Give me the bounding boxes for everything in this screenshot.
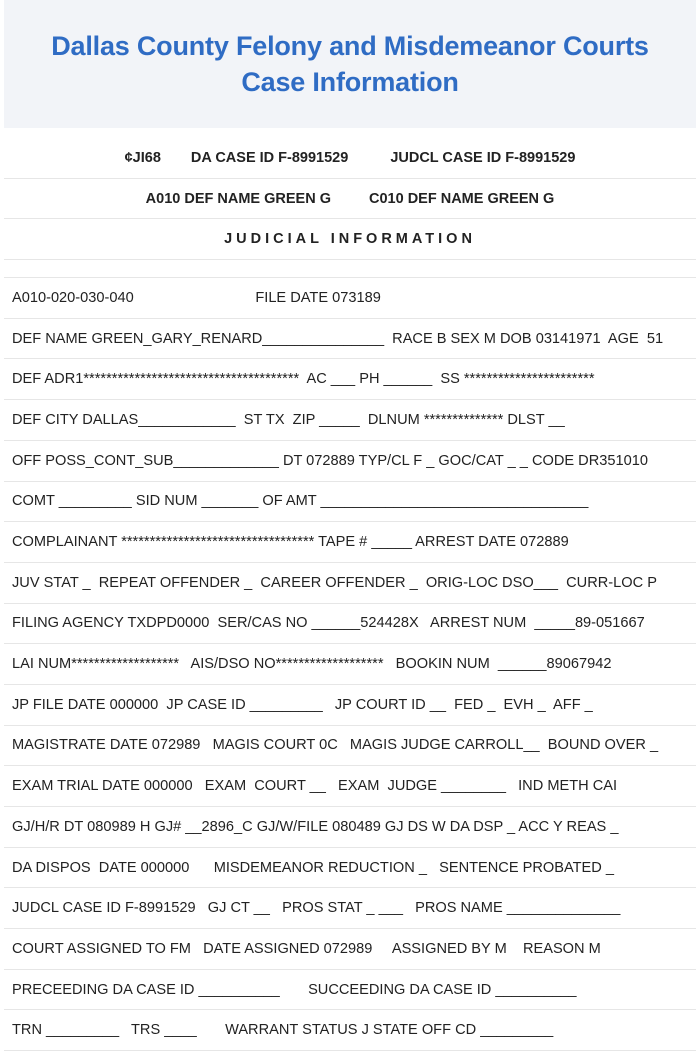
page-header <box>4 0 696 128</box>
info-line: JP FILE DATE 000000 JP CASE ID _________ JP COURT ID __ FED _ EVH _ AFF _ <box>4 685 696 726</box>
info-line: OFF POSS_CONT_SUB_____________ DT 072889 TYP/CL F _ GOC/CAT _ _ CODE DR351010 <box>4 441 696 482</box>
info-line: DEF CITY DALLAS____________ ST TX ZIP _____ DLNUM ************** DLST __ <box>4 400 696 441</box>
page-title-line-1: Dallas County Felony and Misdemeanor Courts <box>51 31 649 61</box>
info-line: A010-020-030-040 FILE DATE 073189 <box>4 278 696 319</box>
info-line: DA DISPOS DATE 000000 MISDEMEANOR REDUCTION _ SENTENCE PROBATED _ <box>4 848 696 889</box>
info-line: COMPLAINANT ********************************** TAPE # _____ ARREST DATE 072889 <box>4 522 696 563</box>
info-line: GJ/H/R DT 080989 H GJ# __2896_C GJ/W/FILE 080489 GJ DS W DA DSP _ ACC Y REAS _ <box>4 807 696 848</box>
a010-def-name: A010 DEF NAME GREEN G <box>145 190 331 207</box>
info-line: PRECEEDING DA CASE ID __________ SUCCEEDING DA CASE ID __________ <box>4 970 696 1011</box>
divider <box>4 260 696 278</box>
info-line: TRN _________ TRS ____ WARRANT STATUS J STATE OFF CD _________ <box>4 1010 696 1051</box>
info-line: DEF ADR1************************************** AC ___ PH ______ SS *********************** <box>4 359 696 400</box>
info-line: FILING AGENCY TXDPD0000 SER/CAS NO ______524428X ARREST NUM _____89-051667 <box>4 604 696 645</box>
info-line: JUV STAT _ REPEAT OFFENDER _ CAREER OFFENDER _ ORIG-LOC DSO___ CURR-LOC P <box>4 563 696 604</box>
da-case-id: DA CASE ID F-8991529 <box>190 149 349 166</box>
case-code: ¢JI68 <box>124 149 161 166</box>
section-heading: JUDICIAL INFORMATION <box>4 219 696 260</box>
case-info-table <box>4 138 696 1051</box>
page-title-line-2: Case Information <box>241 67 459 97</box>
info-line: MAGISTRATE DATE 072989 MAGIS COURT 0C MAGIS JUDGE CARROLL__ BOUND OVER _ <box>4 726 696 767</box>
info-line: COMT _________ SID NUM _______ OF AMT _________________________________ <box>4 482 696 523</box>
judcl-case-id: JUDCL CASE ID F-8991529 <box>390 149 576 166</box>
info-line: EXAM TRIAL DATE 000000 EXAM COURT __ EXAM JUDGE ________ IND METH CAI <box>4 766 696 807</box>
info-line: COURT ASSIGNED TO FM DATE ASSIGNED 072989 ASSIGNED BY M REASON M <box>4 929 696 970</box>
case-id-row <box>4 138 696 179</box>
c010-def-name: C010 DEF NAME GREEN G <box>369 190 555 207</box>
def-name-row <box>4 179 696 220</box>
info-line: JUDCL CASE ID F-8991529 GJ CT __ PROS STAT _ ___ PROS NAME ______________ <box>4 888 696 929</box>
info-line: DEF NAME GREEN_GARY_RENARD_______________ RACE B SEX M DOB 03141971 AGE 51 <box>4 319 696 360</box>
info-line: LAI NUM******************* AIS/DSO NO******************* BOOKIN NUM ______89067942 <box>4 644 696 685</box>
